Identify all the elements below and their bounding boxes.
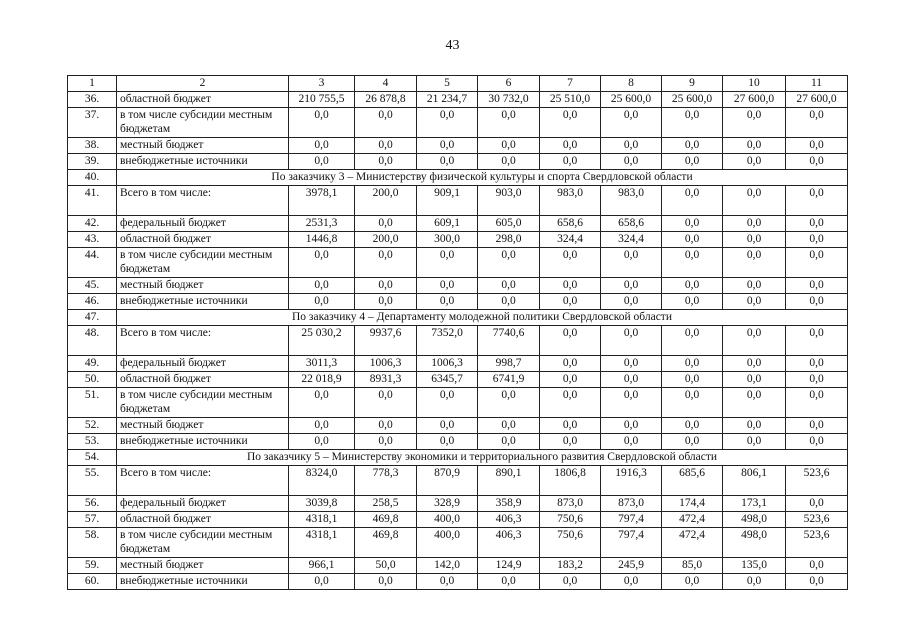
value-cell: 142,0 — [417, 558, 478, 574]
table-row — [68, 388, 848, 418]
table-row — [68, 278, 848, 294]
value-cell: 85,0 — [662, 558, 723, 574]
value-cell: 0,0 — [540, 248, 601, 278]
value-cell: 26 878,8 — [355, 92, 417, 108]
value-cell: 0,0 — [601, 388, 662, 418]
value-cell: 328,9 — [417, 496, 478, 512]
row-label: федеральный бюджет — [117, 216, 289, 232]
table-row — [68, 574, 848, 590]
value-cell: 0,0 — [662, 434, 723, 450]
value-cell: 0,0 — [601, 356, 662, 372]
section-row — [68, 310, 848, 326]
value-cell: 0,0 — [355, 388, 417, 418]
value-cell: 0,0 — [540, 356, 601, 372]
value-cell: 324,4 — [601, 232, 662, 248]
table-row — [68, 466, 848, 496]
value-cell: 25 600,0 — [662, 92, 723, 108]
value-cell: 0,0 — [289, 418, 355, 434]
value-cell: 3978,1 — [289, 186, 355, 216]
value-cell: 25 030,2 — [289, 326, 355, 356]
value-cell: 806,1 — [723, 466, 786, 496]
table-row — [68, 92, 848, 108]
row-number: 43. — [68, 232, 117, 248]
table-header-row — [68, 76, 848, 92]
row-number: 48. — [68, 326, 117, 356]
value-cell: 0,0 — [355, 108, 417, 138]
column-header: 1 — [68, 76, 117, 92]
value-cell: 0,0 — [355, 248, 417, 278]
value-cell: 890,1 — [478, 466, 540, 496]
value-cell: 406,3 — [478, 512, 540, 528]
section-row — [68, 450, 848, 466]
value-cell: 0,0 — [540, 574, 601, 590]
column-header: 10 — [723, 76, 786, 92]
value-cell: 0,0 — [601, 326, 662, 356]
value-cell: 0,0 — [540, 434, 601, 450]
row-label: в том числе субсидии местным бюджетам — [117, 248, 289, 278]
value-cell: 324,4 — [540, 232, 601, 248]
table-row — [68, 558, 848, 574]
value-cell: 0,0 — [662, 418, 723, 434]
value-cell: 0,0 — [478, 294, 540, 310]
value-cell: 0,0 — [786, 216, 848, 232]
row-number: 39. — [68, 154, 117, 170]
funding-table — [67, 75, 848, 590]
value-cell: 0,0 — [540, 326, 601, 356]
value-cell: 797,4 — [601, 528, 662, 558]
value-cell: 400,0 — [417, 528, 478, 558]
value-cell: 0,0 — [289, 294, 355, 310]
value-cell: 0,0 — [723, 388, 786, 418]
row-label: Всего в том числе: — [117, 326, 289, 356]
value-cell: 523,6 — [786, 512, 848, 528]
value-cell: 0,0 — [723, 372, 786, 388]
value-cell: 469,8 — [355, 528, 417, 558]
value-cell: 0,0 — [786, 138, 848, 154]
value-cell: 0,0 — [601, 434, 662, 450]
value-cell: 1446,8 — [289, 232, 355, 248]
value-cell: 0,0 — [417, 294, 478, 310]
value-cell: 0,0 — [723, 294, 786, 310]
row-number: 52. — [68, 418, 117, 434]
section-title: По заказчику 3 – Министерству физической культуры и спорта Свердловской области — [117, 170, 848, 186]
value-cell: 0,0 — [478, 108, 540, 138]
value-cell: 0,0 — [723, 326, 786, 356]
value-cell: 0,0 — [417, 574, 478, 590]
value-cell: 7740,6 — [478, 326, 540, 356]
value-cell: 0,0 — [478, 434, 540, 450]
row-number: 45. — [68, 278, 117, 294]
value-cell: 0,0 — [786, 496, 848, 512]
value-cell: 0,0 — [786, 372, 848, 388]
value-cell: 25 600,0 — [601, 92, 662, 108]
value-cell: 0,0 — [355, 138, 417, 154]
value-cell: 50,0 — [355, 558, 417, 574]
value-cell: 0,0 — [786, 154, 848, 170]
value-cell: 0,0 — [786, 248, 848, 278]
value-cell: 0,0 — [417, 388, 478, 418]
value-cell: 797,4 — [601, 512, 662, 528]
section-row — [68, 170, 848, 186]
value-cell: 0,0 — [289, 248, 355, 278]
value-cell: 0,0 — [786, 558, 848, 574]
value-cell: 0,0 — [723, 248, 786, 278]
value-cell: 0,0 — [723, 138, 786, 154]
value-cell: 498,0 — [723, 512, 786, 528]
value-cell: 258,5 — [355, 496, 417, 512]
row-label: внебюджетные источники — [117, 574, 289, 590]
value-cell: 0,0 — [662, 186, 723, 216]
table-row — [68, 232, 848, 248]
value-cell: 0,0 — [478, 138, 540, 154]
table-body — [68, 76, 848, 590]
column-header: 8 — [601, 76, 662, 92]
column-header: 2 — [117, 76, 289, 92]
column-header: 6 — [478, 76, 540, 92]
value-cell: 200,0 — [355, 232, 417, 248]
value-cell: 7352,0 — [417, 326, 478, 356]
row-number: 47. — [68, 310, 117, 326]
value-cell: 658,6 — [540, 216, 601, 232]
value-cell: 0,0 — [540, 372, 601, 388]
column-header: 3 — [289, 76, 355, 92]
value-cell: 0,0 — [601, 574, 662, 590]
table-row — [68, 108, 848, 138]
value-cell: 523,6 — [786, 466, 848, 496]
row-number: 44. — [68, 248, 117, 278]
value-cell: 245,9 — [601, 558, 662, 574]
value-cell: 200,0 — [355, 186, 417, 216]
row-label: Всего в том числе: — [117, 466, 289, 496]
value-cell: 605,0 — [478, 216, 540, 232]
value-cell: 778,3 — [355, 466, 417, 496]
row-number: 41. — [68, 186, 117, 216]
row-label: в том числе субсидии местным бюджетам — [117, 108, 289, 138]
value-cell: 400,0 — [417, 512, 478, 528]
row-number: 36. — [68, 92, 117, 108]
value-cell: 0,0 — [289, 138, 355, 154]
value-cell: 523,6 — [786, 528, 848, 558]
row-number: 38. — [68, 138, 117, 154]
row-label: местный бюджет — [117, 418, 289, 434]
value-cell: 0,0 — [417, 418, 478, 434]
column-header: 4 — [355, 76, 417, 92]
section-title: По заказчику 4 – Департаменту молодежной политики Свердловской области — [117, 310, 848, 326]
value-cell: 6345,7 — [417, 372, 478, 388]
row-label: Всего в том числе: — [117, 186, 289, 216]
value-cell: 658,6 — [601, 216, 662, 232]
value-cell: 174,4 — [662, 496, 723, 512]
value-cell: 472,4 — [662, 512, 723, 528]
row-number: 54. — [68, 450, 117, 466]
value-cell: 0,0 — [417, 108, 478, 138]
value-cell: 609,1 — [417, 216, 478, 232]
value-cell: 300,0 — [417, 232, 478, 248]
row-number: 40. — [68, 170, 117, 186]
row-label: в том числе субсидии местным бюджетам — [117, 388, 289, 418]
row-label: местный бюджет — [117, 138, 289, 154]
value-cell: 8931,3 — [355, 372, 417, 388]
value-cell: 0,0 — [662, 232, 723, 248]
value-cell: 30 732,0 — [478, 92, 540, 108]
row-number: 53. — [68, 434, 117, 450]
table-row — [68, 512, 848, 528]
row-label: в том числе субсидии местным бюджетам — [117, 528, 289, 558]
value-cell: 0,0 — [355, 216, 417, 232]
page-number: 43 — [445, 38, 460, 53]
value-cell: 183,2 — [540, 558, 601, 574]
value-cell: 0,0 — [662, 138, 723, 154]
row-number: 55. — [68, 466, 117, 496]
value-cell: 0,0 — [723, 232, 786, 248]
row-label: внебюджетные источники — [117, 434, 289, 450]
table-row — [68, 216, 848, 232]
value-cell: 0,0 — [601, 248, 662, 278]
value-cell: 750,6 — [540, 512, 601, 528]
value-cell: 0,0 — [601, 138, 662, 154]
value-cell: 173,1 — [723, 496, 786, 512]
value-cell: 0,0 — [540, 108, 601, 138]
table-row — [68, 528, 848, 558]
value-cell: 0,0 — [601, 372, 662, 388]
value-cell: 0,0 — [289, 434, 355, 450]
value-cell: 998,7 — [478, 356, 540, 372]
value-cell: 3011,3 — [289, 356, 355, 372]
row-label: местный бюджет — [117, 278, 289, 294]
table-row — [68, 356, 848, 372]
value-cell: 0,0 — [478, 418, 540, 434]
value-cell: 0,0 — [723, 356, 786, 372]
value-cell: 8324,0 — [289, 466, 355, 496]
value-cell: 3039,8 — [289, 496, 355, 512]
value-cell: 0,0 — [662, 372, 723, 388]
value-cell: 0,0 — [662, 216, 723, 232]
value-cell: 0,0 — [662, 574, 723, 590]
value-cell: 6741,9 — [478, 372, 540, 388]
value-cell: 0,0 — [289, 278, 355, 294]
value-cell: 0,0 — [601, 418, 662, 434]
value-cell: 0,0 — [662, 326, 723, 356]
value-cell: 0,0 — [786, 326, 848, 356]
value-cell: 0,0 — [355, 278, 417, 294]
row-number: 42. — [68, 216, 117, 232]
value-cell: 1006,3 — [355, 356, 417, 372]
row-number: 37. — [68, 108, 117, 138]
value-cell: 27 600,0 — [723, 92, 786, 108]
value-cell: 750,6 — [540, 528, 601, 558]
value-cell: 1006,3 — [417, 356, 478, 372]
value-cell: 0,0 — [540, 294, 601, 310]
row-label: федеральный бюджет — [117, 356, 289, 372]
value-cell: 0,0 — [478, 154, 540, 170]
value-cell: 0,0 — [786, 388, 848, 418]
row-number: 57. — [68, 512, 117, 528]
value-cell: 0,0 — [478, 388, 540, 418]
value-cell: 0,0 — [289, 108, 355, 138]
value-cell: 873,0 — [540, 496, 601, 512]
row-label: местный бюджет — [117, 558, 289, 574]
value-cell: 0,0 — [540, 154, 601, 170]
value-cell: 0,0 — [723, 574, 786, 590]
value-cell: 0,0 — [786, 108, 848, 138]
table-row — [68, 434, 848, 450]
row-number: 56. — [68, 496, 117, 512]
value-cell: 685,6 — [662, 466, 723, 496]
row-number: 50. — [68, 372, 117, 388]
row-number: 59. — [68, 558, 117, 574]
value-cell: 0,0 — [723, 278, 786, 294]
value-cell: 0,0 — [417, 248, 478, 278]
value-cell: 0,0 — [355, 434, 417, 450]
row-number: 60. — [68, 574, 117, 590]
value-cell: 0,0 — [417, 278, 478, 294]
value-cell: 406,3 — [478, 528, 540, 558]
value-cell: 1806,8 — [540, 466, 601, 496]
table-row — [68, 154, 848, 170]
row-label: областной бюджет — [117, 232, 289, 248]
value-cell: 124,9 — [478, 558, 540, 574]
value-cell: 0,0 — [540, 278, 601, 294]
table-row — [68, 294, 848, 310]
value-cell: 0,0 — [786, 278, 848, 294]
value-cell: 0,0 — [540, 418, 601, 434]
value-cell: 0,0 — [289, 154, 355, 170]
value-cell: 873,0 — [601, 496, 662, 512]
value-cell: 983,0 — [540, 186, 601, 216]
row-label: внебюджетные источники — [117, 154, 289, 170]
value-cell: 0,0 — [355, 418, 417, 434]
value-cell: 0,0 — [786, 434, 848, 450]
value-cell: 0,0 — [662, 356, 723, 372]
row-number: 58. — [68, 528, 117, 558]
value-cell: 0,0 — [355, 294, 417, 310]
value-cell: 903,0 — [478, 186, 540, 216]
value-cell: 4318,1 — [289, 528, 355, 558]
column-header: 9 — [662, 76, 723, 92]
value-cell: 2531,3 — [289, 216, 355, 232]
value-cell: 0,0 — [786, 418, 848, 434]
row-label: областной бюджет — [117, 372, 289, 388]
value-cell: 0,0 — [786, 232, 848, 248]
value-cell: 472,4 — [662, 528, 723, 558]
value-cell: 27 600,0 — [786, 92, 848, 108]
value-cell: 0,0 — [662, 294, 723, 310]
value-cell: 0,0 — [478, 278, 540, 294]
value-cell: 0,0 — [355, 574, 417, 590]
value-cell: 4318,1 — [289, 512, 355, 528]
value-cell: 22 018,9 — [289, 372, 355, 388]
value-cell: 0,0 — [601, 278, 662, 294]
value-cell: 0,0 — [289, 574, 355, 590]
value-cell: 0,0 — [417, 154, 478, 170]
value-cell: 0,0 — [540, 138, 601, 154]
row-number: 46. — [68, 294, 117, 310]
row-label: областной бюджет — [117, 92, 289, 108]
table-row — [68, 496, 848, 512]
value-cell: 0,0 — [355, 154, 417, 170]
value-cell: 0,0 — [601, 108, 662, 138]
column-header: 5 — [417, 76, 478, 92]
value-cell: 0,0 — [662, 248, 723, 278]
row-number: 49. — [68, 356, 117, 372]
value-cell: 0,0 — [786, 574, 848, 590]
table-row — [68, 186, 848, 216]
value-cell: 0,0 — [723, 108, 786, 138]
value-cell: 0,0 — [417, 434, 478, 450]
row-label: федеральный бюджет — [117, 496, 289, 512]
value-cell: 25 510,0 — [540, 92, 601, 108]
value-cell: 870,9 — [417, 466, 478, 496]
table-row — [68, 248, 848, 278]
column-header: 7 — [540, 76, 601, 92]
value-cell: 0,0 — [786, 186, 848, 216]
value-cell: 0,0 — [601, 294, 662, 310]
value-cell: 0,0 — [786, 356, 848, 372]
table-row — [68, 326, 848, 356]
column-header: 11 — [786, 76, 848, 92]
value-cell: 0,0 — [662, 154, 723, 170]
value-cell: 0,0 — [289, 388, 355, 418]
value-cell: 0,0 — [540, 388, 601, 418]
value-cell: 983,0 — [601, 186, 662, 216]
value-cell: 210 755,5 — [289, 92, 355, 108]
value-cell: 0,0 — [601, 154, 662, 170]
value-cell: 0,0 — [723, 154, 786, 170]
value-cell: 0,0 — [417, 138, 478, 154]
value-cell: 966,1 — [289, 558, 355, 574]
table-row — [68, 418, 848, 434]
table-row — [68, 372, 848, 388]
value-cell: 21 234,7 — [417, 92, 478, 108]
value-cell: 0,0 — [786, 294, 848, 310]
value-cell: 469,8 — [355, 512, 417, 528]
value-cell: 498,0 — [723, 528, 786, 558]
value-cell: 0,0 — [478, 574, 540, 590]
value-cell: 0,0 — [723, 216, 786, 232]
row-label: областной бюджет — [117, 512, 289, 528]
value-cell: 0,0 — [478, 248, 540, 278]
value-cell: 298,0 — [478, 232, 540, 248]
table-row — [68, 138, 848, 154]
value-cell: 0,0 — [662, 388, 723, 418]
value-cell: 0,0 — [723, 418, 786, 434]
value-cell: 0,0 — [723, 434, 786, 450]
value-cell: 909,1 — [417, 186, 478, 216]
section-title: По заказчику 5 – Министерству экономики и территориального развития Свердловской области — [117, 450, 848, 466]
value-cell: 0,0 — [662, 108, 723, 138]
value-cell: 0,0 — [723, 186, 786, 216]
value-cell: 1916,3 — [601, 466, 662, 496]
row-label: внебюджетные источники — [117, 294, 289, 310]
value-cell: 135,0 — [723, 558, 786, 574]
value-cell: 0,0 — [662, 278, 723, 294]
value-cell: 358,9 — [478, 496, 540, 512]
value-cell: 9937,6 — [355, 326, 417, 356]
row-number: 51. — [68, 388, 117, 418]
